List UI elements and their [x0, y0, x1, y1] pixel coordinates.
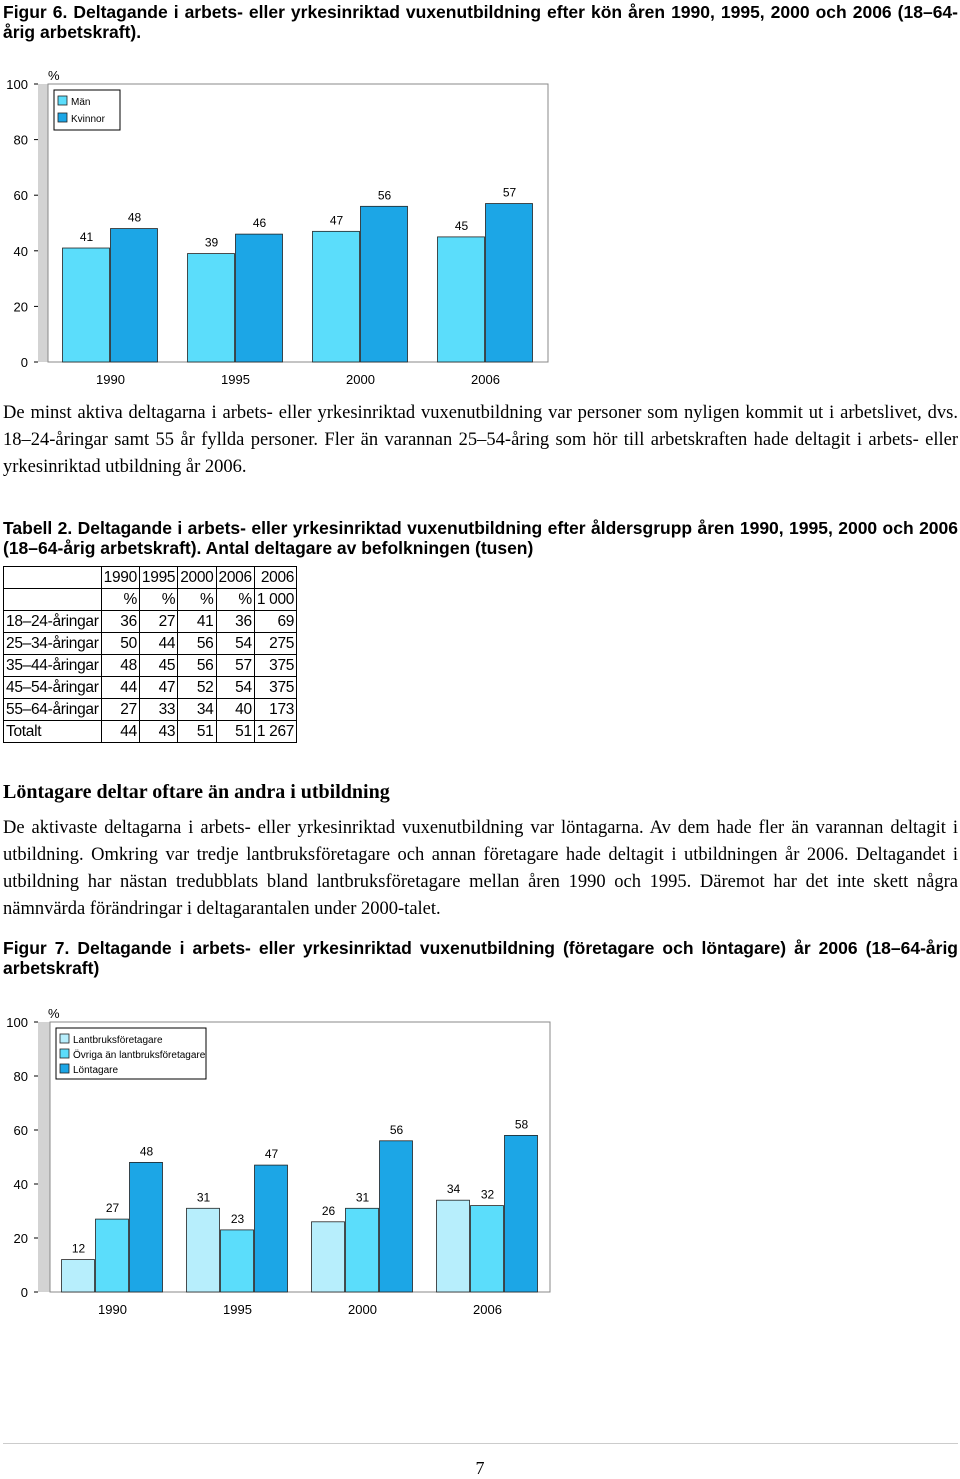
table-header-units	[4, 589, 297, 611]
table-cell: 44	[101, 721, 139, 743]
x-tick-label: 1995	[223, 1302, 252, 1317]
chart-figure6	[0, 60, 560, 390]
table-row-label: 18–24-åringar	[4, 611, 102, 633]
y-tick-label: 100	[6, 77, 28, 92]
data-label: 57	[502, 185, 517, 200]
table-row	[4, 677, 297, 699]
table-cell: 44	[139, 633, 177, 655]
data-label: 32	[480, 1187, 495, 1202]
table-unit-cell: %	[139, 589, 177, 611]
table-unit-cell: %	[178, 589, 216, 611]
data-label: 48	[127, 210, 142, 225]
y-tick-label: 60	[13, 1123, 28, 1138]
y-tick-label: 60	[13, 188, 28, 204]
table-cell: 375	[254, 655, 296, 677]
table2	[3, 566, 297, 743]
table-row	[4, 655, 297, 677]
table-corner	[4, 589, 102, 611]
table-row-label: 55–64-åringar	[4, 699, 102, 721]
y-tick-label: 80	[13, 132, 28, 148]
table2-caption: Tabell 2. Deltagande i arbets- eller yrkesinriktad vuxenutbildning efter åldersgrupp åren 1990, 1995, 2000 och 2006 (18–64-årig arbetskraft). Antal deltagare av befolkningen (tusen)	[3, 518, 958, 558]
table-cell: 52	[178, 677, 216, 699]
table-header-cell: 2006	[254, 567, 296, 589]
bar	[486, 204, 533, 362]
paragraph-employees: De aktivaste deltagarna i arbets- eller yrkesinriktad vuxenutbildning var löntagarna. Av dem hade fler än varannan deltagit i utbildning. Omkring var tredje lantbruksföretagare och annan företagare hade deltagit i utbildningen år 2006. Deltagandet i utbildning har nästan tredubblats bland lantbruksföretagare mellan åren 1990 och 1995. Däremot har det inte skett några nämnvärda förändringar i deltagarantalen under 2000-talet.	[3, 818, 958, 919]
table-row	[4, 611, 297, 633]
table-cell: 51	[216, 721, 254, 743]
data-label: 46	[252, 216, 267, 231]
bar	[188, 254, 235, 362]
bar	[313, 231, 360, 362]
bar	[62, 1260, 95, 1292]
table-cell: 54	[216, 677, 254, 699]
legend-label: Lantbruksföretagare	[73, 1035, 163, 1046]
data-label: 23	[230, 1211, 245, 1226]
figure7-caption: Figur 7. Deltagande i arbets- eller yrkesinriktad vuxenutbildning (företagare och löntagare) år 2006 (18–64-årig arbetskraft)	[3, 938, 958, 978]
legend-label: Löntagare	[73, 1065, 119, 1076]
data-label: 56	[377, 188, 392, 203]
x-tick-label: 1990	[98, 1302, 127, 1317]
table-cell: 1 267	[254, 721, 296, 743]
table-cell: 48	[101, 655, 139, 677]
bar	[255, 1165, 288, 1292]
table-row-label: 35–44-åringar	[4, 655, 102, 677]
legend-swatch	[60, 1034, 69, 1043]
figure6-caption: Figur 6. Deltagande i arbets- eller yrkesinriktad vuxenutbildning efter kön åren 1990, 1995, 2000 och 2006 (18–64-årig arbetskraft).	[3, 2, 958, 42]
table-cell: 45	[139, 655, 177, 677]
x-tick-label: 1990	[96, 372, 125, 387]
bar	[187, 1208, 220, 1292]
table-cell: 50	[101, 633, 139, 655]
table-cell: 40	[216, 699, 254, 721]
table-row	[4, 633, 297, 655]
bar	[438, 237, 485, 362]
legend-label: Kvinnor	[71, 114, 105, 125]
data-label: 27	[105, 1201, 120, 1216]
table-row-label: 25–34-åringar	[4, 633, 102, 655]
bar	[437, 1200, 470, 1292]
table-cell: 36	[216, 611, 254, 633]
x-tick-label: 2006	[473, 1302, 502, 1317]
legend-swatch	[58, 113, 67, 122]
table-unit-cell: %	[101, 589, 139, 611]
legend-label: Övriga än lantbruksföretagare	[73, 1050, 206, 1061]
bar	[346, 1208, 379, 1292]
table-cell: 54	[216, 633, 254, 655]
data-label: 47	[329, 213, 344, 228]
x-tick-label: 2000	[346, 372, 375, 387]
table-cell: 27	[101, 699, 139, 721]
bar	[380, 1141, 413, 1292]
data-label: 31	[355, 1190, 370, 1205]
bar	[221, 1230, 254, 1292]
table-cell: 56	[178, 655, 216, 677]
data-label: 31	[196, 1190, 211, 1205]
chart-figure7	[0, 998, 560, 1320]
y-tick-label: 100	[6, 1015, 28, 1030]
table-cell: 27	[139, 611, 177, 633]
legend-swatch	[58, 96, 67, 105]
x-tick-label: 1995	[221, 372, 250, 387]
table-cell: 275	[254, 633, 296, 655]
table-corner	[4, 567, 102, 589]
table-unit-cell: 1 000	[254, 589, 296, 611]
table-cell: 33	[139, 699, 177, 721]
y-tick-label: 0	[20, 1285, 28, 1300]
y-tick-label: 80	[13, 1069, 28, 1084]
table-cell: 173	[254, 699, 296, 721]
section-heading: Löntagare deltar oftare än andra i utbildning	[3, 781, 390, 803]
table-header-cell: 2000	[178, 567, 216, 589]
table-cell: 44	[101, 677, 139, 699]
data-label: 41	[79, 230, 94, 245]
table-cell: 47	[139, 677, 177, 699]
y-tick-label: 40	[13, 243, 28, 259]
bar	[63, 248, 110, 362]
bar	[361, 206, 408, 362]
paragraph-young-workers: De minst aktiva deltagarna i arbets- eller yrkesinriktad vuxenutbildning var personer som nyligen kommit ut i arbetslivet, dvs. 18–24-åringar samt 55 år fyllda personer. Fler än varannan 25–54-åring som hör till arbetskraften hade deltagit i arbets- eller yrkesinriktad utbildning år 2006.	[3, 403, 958, 477]
data-label: 47	[264, 1147, 279, 1162]
table-row-label: 45–54-åringar	[4, 677, 102, 699]
table-header-cell: 2006	[216, 567, 254, 589]
data-label: 34	[446, 1182, 461, 1197]
x-tick-label: 2006	[471, 372, 500, 387]
table-cell: 57	[216, 655, 254, 677]
legend-swatch	[60, 1064, 69, 1073]
table-cell: 43	[139, 721, 177, 743]
y-axis-label: %	[48, 1006, 60, 1021]
y-tick-label: 20	[13, 1231, 28, 1246]
bar	[130, 1162, 163, 1292]
footer-rule	[3, 1443, 958, 1444]
page-number: 7	[475, 1458, 485, 1478]
bar	[111, 229, 158, 362]
table-row	[4, 721, 297, 743]
legend-swatch	[60, 1049, 69, 1058]
data-label: 56	[389, 1122, 404, 1137]
table-cell: 34	[178, 699, 216, 721]
table-cell: 41	[178, 611, 216, 633]
x-tick-label: 2000	[348, 1302, 377, 1317]
table-header-cell: 1990	[101, 567, 139, 589]
bar	[312, 1222, 345, 1292]
bar	[505, 1135, 538, 1292]
table-row-label: Totalt	[4, 721, 102, 743]
data-label: 45	[454, 218, 469, 233]
data-label: 26	[321, 1203, 336, 1218]
bar	[236, 234, 283, 362]
table-unit-cell: %	[216, 589, 254, 611]
data-label: 12	[71, 1241, 86, 1256]
y-tick-label: 20	[13, 299, 28, 315]
table-header-years	[4, 567, 297, 589]
bar	[96, 1219, 129, 1292]
table-cell: 375	[254, 677, 296, 699]
bar	[471, 1206, 504, 1292]
y-tick-label: 40	[13, 1177, 28, 1192]
y-axis-label: %	[48, 68, 60, 83]
table-cell: 51	[178, 721, 216, 743]
y-tick-label: 0	[20, 355, 28, 370]
table-cell: 69	[254, 611, 296, 633]
table-header-cell: 1995	[139, 567, 177, 589]
table-cell: 56	[178, 633, 216, 655]
table-cell: 36	[101, 611, 139, 633]
table-row	[4, 699, 297, 721]
data-label: 48	[139, 1144, 154, 1159]
data-label: 58	[514, 1117, 529, 1132]
data-label: 39	[204, 235, 219, 250]
legend-label: Män	[71, 97, 91, 108]
